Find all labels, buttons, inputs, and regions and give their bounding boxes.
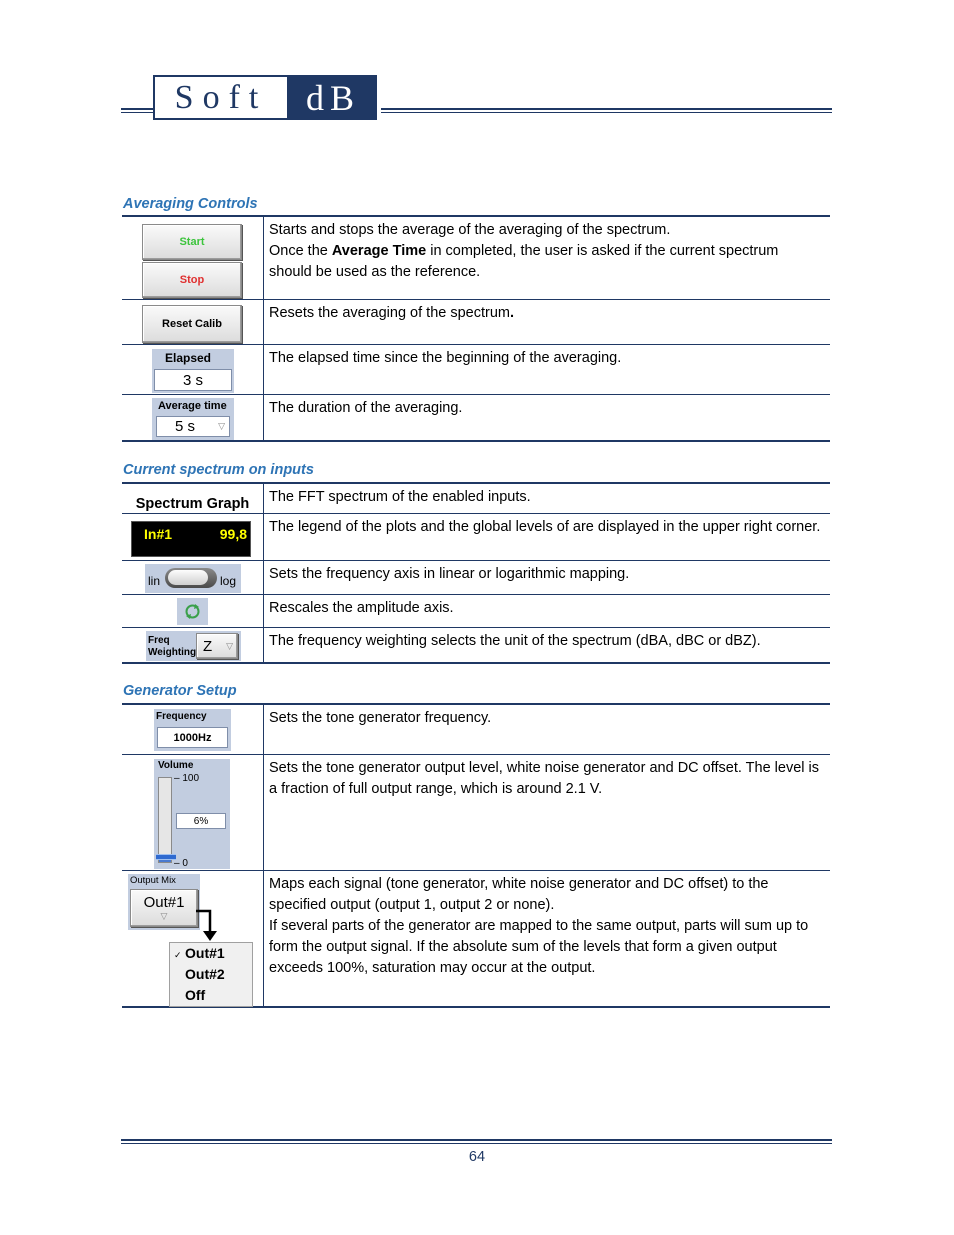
volume-max-label: – 100	[174, 773, 200, 784]
average-time-widget	[122, 395, 264, 440]
description: The frequency weighting selects the unit of the spectrum (dBA, dBC or dBZ).	[269, 633, 761, 649]
averaging-table	[122, 215, 830, 442]
frequency-input[interactable]	[157, 727, 228, 748]
description: Sets the frequency axis in linear or logarithmic mapping.	[269, 566, 630, 582]
volume-max: 100	[182, 773, 200, 784]
lin-label: lin	[148, 574, 161, 588]
description-line	[269, 241, 825, 283]
logo-soft: Soft	[153, 75, 289, 120]
arrow-down-icon	[194, 909, 222, 943]
chevron-down-icon: ▽	[226, 640, 233, 651]
section-title-generator: Generator Setup	[123, 683, 237, 699]
dropdown-option[interactable]: Out#2	[185, 966, 225, 982]
table-row	[122, 344, 830, 394]
rescale-widget	[122, 595, 264, 627]
stop-label: Stop	[179, 274, 205, 286]
toggle-knob	[168, 570, 208, 585]
elapsed-widget	[122, 345, 264, 394]
lin-log-widget	[122, 561, 264, 594]
description: The legend of the plots and the global levels of are displayed in the upper right corner.	[269, 519, 821, 535]
description: The duration of the averaging.	[269, 400, 463, 416]
logo-db: dB	[289, 75, 377, 120]
description: Sets the tone generator frequency.	[269, 710, 492, 726]
table-row	[122, 627, 830, 662]
legend-widget	[122, 514, 264, 560]
volume-value: 6%	[193, 815, 209, 827]
reset-calib-button[interactable]	[142, 305, 242, 343]
frequency-label: Frequency	[156, 711, 207, 722]
output-mix-value: Out#1	[143, 894, 185, 911]
start-button[interactable]	[142, 224, 242, 260]
generator-table	[122, 703, 830, 1008]
text-bold: Average Time	[331, 243, 427, 259]
description: Sets the tone generator output level, white noise generator and DC offset. The level is a fraction of full output range, which is around 2.1 V.	[269, 760, 819, 797]
current-spectrum-table	[122, 482, 830, 664]
header-rule-left	[121, 108, 153, 110]
description-line: If several parts of the generator are mapped to the same output, parts will sum up to form the output signal. If the absolute sum of the levels that form a given output exceeds 100%, saturation may occur at the output.	[269, 918, 809, 976]
footer-rule-thin	[121, 1143, 832, 1144]
volume-slider-handle[interactable]	[156, 854, 176, 860]
spectrum-graph-label-cell	[122, 484, 264, 513]
spectrum-graph-label: Spectrum Graph	[135, 496, 250, 512]
chevron-down-icon: ▽	[160, 911, 168, 921]
volume-widget	[122, 755, 264, 870]
header-rule-left-thin	[121, 112, 153, 113]
start-stop-widget	[122, 217, 264, 299]
stop-button[interactable]	[142, 262, 242, 298]
section-title-averaging: Averaging Controls	[123, 196, 258, 212]
frequency-value: 1000Hz	[173, 731, 212, 744]
description-bold-end: .	[510, 305, 515, 321]
freq-weighting-value: Z	[203, 637, 213, 655]
rescale-button[interactable]	[177, 598, 208, 625]
lin-log-toggle[interactable]	[165, 568, 217, 588]
elapsed-label: Elapsed	[164, 351, 212, 365]
output-mix-label: Output Mix	[130, 875, 176, 886]
description	[264, 217, 830, 299]
freq-weighting-widget	[122, 628, 264, 662]
freq-weighting-panel	[146, 631, 241, 661]
volume-slider-track[interactable]	[158, 777, 172, 863]
description: The FFT spectrum of the enabled inputs.	[269, 489, 531, 505]
rescale-icon	[177, 598, 208, 625]
output-mix-widget	[122, 871, 264, 1006]
table-row	[122, 560, 830, 594]
volume-min-label: – 0	[174, 858, 188, 869]
description-line: Starts and stops the average of the averaging of the spectrum.	[269, 222, 671, 238]
volume-value-box[interactable]	[176, 813, 226, 829]
table-row	[122, 705, 830, 754]
output-mix-dropdown	[169, 942, 253, 1007]
section-title-current-spectrum: Current spectrum on inputs	[123, 462, 314, 478]
average-time-value: 5 s	[175, 418, 196, 435]
page-number: 64	[468, 1149, 486, 1165]
dropdown-option[interactable]: Off	[185, 987, 206, 1003]
legend-box	[131, 521, 251, 557]
footer-rule	[121, 1139, 832, 1141]
frequency-panel	[154, 709, 231, 751]
reset-calib-widget	[122, 300, 264, 344]
table-row	[122, 754, 830, 870]
softdb-logo	[153, 75, 379, 120]
description-line: Maps each signal (tone generator, white noise generator and DC offset) to the specified output (output 1, output 2 or none).	[269, 876, 769, 913]
option-label: Out#1	[185, 945, 225, 961]
start-label: Start	[179, 236, 205, 248]
freq-weighting-label-2: Weighting	[148, 647, 197, 658]
description: Rescales the amplitude axis.	[269, 600, 454, 616]
average-time-select[interactable]	[156, 416, 230, 437]
elapsed-value	[154, 369, 232, 391]
text-prefix: Once the	[269, 243, 332, 259]
freq-weighting-select[interactable]	[196, 633, 238, 659]
description	[264, 300, 830, 344]
header-rule-right	[381, 108, 832, 110]
chevron-down-icon: ▽	[218, 421, 225, 431]
volume-panel	[154, 759, 230, 869]
table-row	[122, 594, 830, 627]
description-text: Resets the averaging of the spectrum	[269, 305, 510, 321]
description	[264, 871, 830, 1006]
lin-log-panel	[145, 564, 241, 593]
average-time-panel	[152, 398, 234, 440]
volume-label: Volume	[158, 760, 194, 771]
description: The elapsed time since the beginning of the averaging.	[269, 350, 622, 366]
check-icon: ✓	[174, 950, 182, 960]
text-suffix: in completed, the user is asked if the current spectrum should be used as the reference.	[269, 243, 779, 280]
freq-weighting-label-1: Freq	[148, 635, 170, 646]
table-row	[122, 870, 830, 1006]
legend-channel: In#1	[144, 526, 173, 542]
average-time-label: Average time	[158, 400, 227, 412]
table-row	[122, 299, 830, 344]
frequency-widget	[122, 705, 264, 754]
elapsed-panel	[152, 349, 234, 393]
volume-min: 0	[182, 858, 188, 869]
table-row	[122, 394, 830, 440]
table-row	[122, 217, 830, 299]
legend-level: 99,8	[219, 526, 247, 542]
elapsed-value-text: 3 s	[182, 371, 203, 389]
output-mix-select[interactable]	[130, 889, 198, 927]
header-rule-right-thin	[381, 112, 832, 113]
log-label: log	[220, 574, 237, 588]
reset-calib-label: Reset Calib	[162, 318, 222, 330]
output-mix-panel	[128, 874, 200, 930]
dropdown-option[interactable]	[174, 945, 225, 961]
table-row	[122, 484, 830, 513]
table-row	[122, 513, 830, 560]
